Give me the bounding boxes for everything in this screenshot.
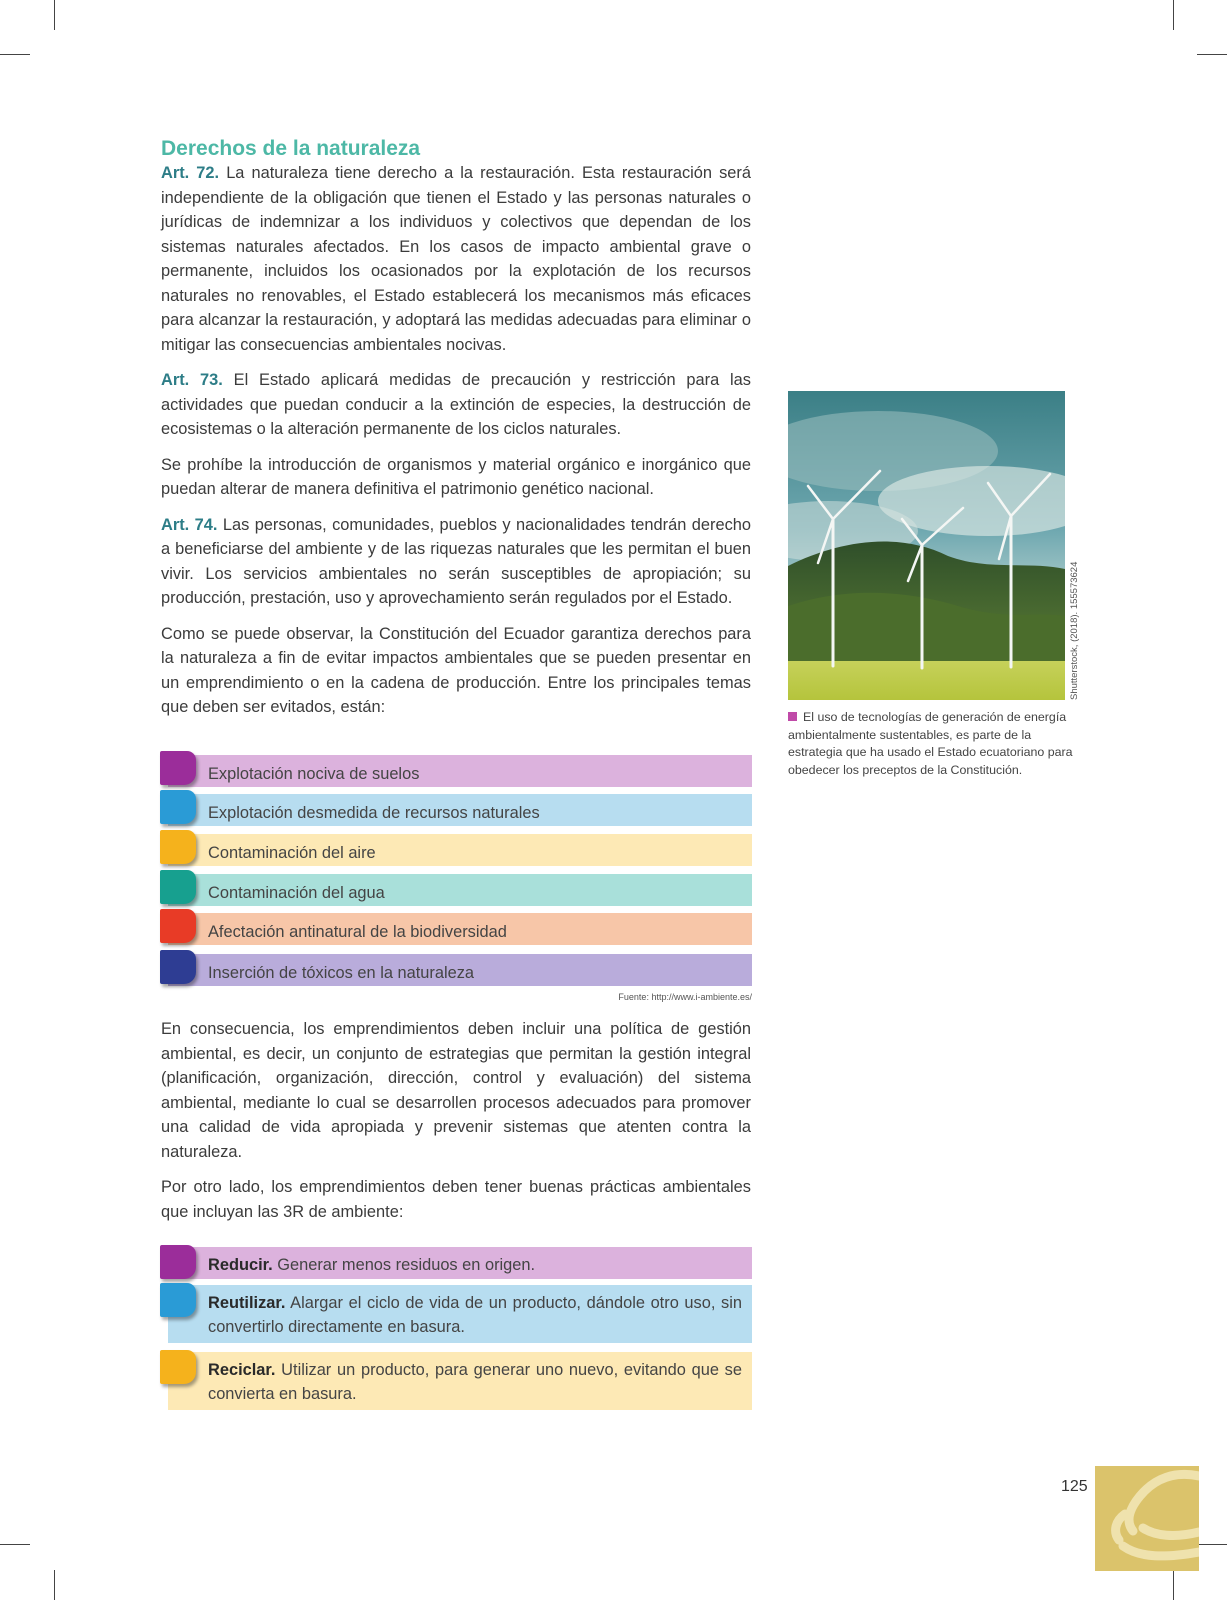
item-term: Reciclar. bbox=[208, 1361, 276, 1379]
article-label: Art. 72. bbox=[161, 164, 220, 182]
hand-icon bbox=[1095, 1466, 1199, 1571]
crop-mark bbox=[0, 54, 30, 55]
article-text: La naturaleza tiene derecho a la restauración. Esta restauración será independiente de la obligación que tienen el Estado y las personas naturales o jurídicas de indemnizar a los individuos y colectivos que dependan de los sistemas naturales afectados. En los casos de impacto ambiental grave o permanente, incluidos los ocasionados por la explotación de los recursos naturales no renovables, el Estado establecerá los mecanismos más eficaces para alcanzar la restauración, y adoptará las medidas adecuadas para eliminar o mitigar las consecuencias ambientales nocivas. bbox=[161, 164, 751, 354]
crop-mark bbox=[1173, 1570, 1174, 1600]
article-label: Art. 74. bbox=[161, 515, 218, 534]
crop-mark bbox=[54, 1570, 55, 1600]
crop-mark bbox=[1197, 1544, 1227, 1545]
item-text: Afectación antinatural de la biodiversidad bbox=[208, 923, 507, 941]
list-item bbox=[160, 1350, 752, 1414]
list-item bbox=[160, 1245, 752, 1281]
crop-mark bbox=[1197, 54, 1227, 55]
item-term: Reducir. bbox=[208, 1256, 273, 1274]
main-column bbox=[161, 137, 751, 720]
paragraph-constitution: Como se puede observar, la Constitución del Ecuador garantiza derechos para la naturaleza a fin de evitar impactos ambientales que se pueden presentar en un emprendimiento o en la cadena de producción. Entre los principales temas que deben ser evitados, están: bbox=[161, 624, 751, 716]
item-description: Alargar el ciclo de vida de un producto, dándole otro uso, sin convertirlo directamente en basura. bbox=[208, 1294, 742, 1336]
color-tab bbox=[160, 751, 196, 785]
item-text: Contaminación del aire bbox=[208, 844, 376, 862]
photo-credit: Shutterstock, (2018). 155573624 bbox=[1069, 561, 1080, 700]
color-tab bbox=[160, 909, 196, 943]
color-tab bbox=[160, 790, 196, 824]
article-73 bbox=[161, 368, 751, 442]
article-72 bbox=[161, 161, 751, 357]
item-text: Explotación desmedida de recursos naturales bbox=[208, 804, 540, 822]
color-tab bbox=[160, 870, 196, 904]
caption-text: El uso de tecnologías de generación de energía ambientalmente sustentables, es parte de la estrategia que ha usado el Estado ecuatoriano para obedecer los preceptos de la Constitución. bbox=[788, 710, 1073, 777]
square-bullet-icon bbox=[788, 712, 797, 721]
color-tab bbox=[160, 1350, 196, 1384]
article-text: Las personas, comunidades, pueblos y nacionalidades tendrán derecho a beneficiarse del ambiente y de las riquezas naturales que les permitan el buen vivir. Los servicios ambientales no serán susceptibles de apropiación; su producción, prestación, uso y aprovechamiento serán regulados por el Estado. bbox=[161, 515, 751, 607]
article-text: El Estado aplicará medidas de precaución y restricción para las actividades que puedan conducir a la extinción de especies, la destrucción de ecosistemas o la alteración permanente de los ciclos naturales. bbox=[161, 371, 751, 438]
color-tab bbox=[160, 830, 196, 864]
source-note: Fuente: http://www.i-ambiente.es/ bbox=[618, 992, 752, 1002]
item-text bbox=[208, 1358, 742, 1406]
item-term: Reutilizar. bbox=[208, 1294, 286, 1312]
page-number: 125 bbox=[1061, 1478, 1088, 1495]
color-tab bbox=[160, 1245, 196, 1279]
item-description: Generar menos residuos en origen. bbox=[272, 1256, 536, 1274]
section-heading: Derechos de la naturaleza bbox=[161, 137, 421, 160]
crop-mark bbox=[54, 0, 55, 30]
paragraph-prohibition: Se prohíbe la introducción de organismos y material orgánico e inorgánico que puedan alterar de manera definitiva el patrimonio genético nacional. bbox=[161, 455, 751, 498]
item-text: Contaminación del agua bbox=[208, 884, 385, 902]
wind-turbines-illustration bbox=[788, 391, 1065, 700]
color-tab bbox=[160, 1283, 196, 1317]
item-text bbox=[208, 1291, 742, 1339]
color-tab bbox=[160, 950, 196, 984]
article-label: Art. 73. bbox=[161, 371, 223, 389]
wind-turbines-photo bbox=[788, 391, 1065, 700]
paragraph-3r-intro: Por otro lado, los emprendimientos deben tener buenas prácticas ambientales que incluyan las 3R de ambiente: bbox=[161, 1178, 751, 1221]
article-74 bbox=[161, 513, 751, 611]
item-text: Explotación nociva de suelos bbox=[208, 765, 420, 783]
item-text bbox=[208, 1253, 742, 1277]
crop-mark bbox=[0, 1544, 30, 1545]
crop-mark bbox=[1173, 0, 1174, 30]
item-description: Utilizar un producto, para generar uno nuevo, evitando que se convierta en basura. bbox=[208, 1361, 742, 1403]
main-column-lower bbox=[161, 1017, 751, 1224]
list-item bbox=[160, 1283, 752, 1347]
corner-decoration bbox=[1095, 1466, 1199, 1571]
paragraph-consequence: En consecuencia, los emprendimientos deben incluir una política de gestión ambiental, es decir, un conjunto de estrategias que permitan la gestión integral (planificación, organización, dirección, control y evaluación) del sistema ambiental, mediante lo cual se desarrollen procesos adecuados para promover una calidad de vida apropiada y prevenir sistemas que atenten contra la naturaleza. bbox=[161, 1020, 751, 1161]
item-text: Inserción de tóxicos en la naturaleza bbox=[208, 964, 475, 982]
photo-caption bbox=[788, 709, 1073, 779]
